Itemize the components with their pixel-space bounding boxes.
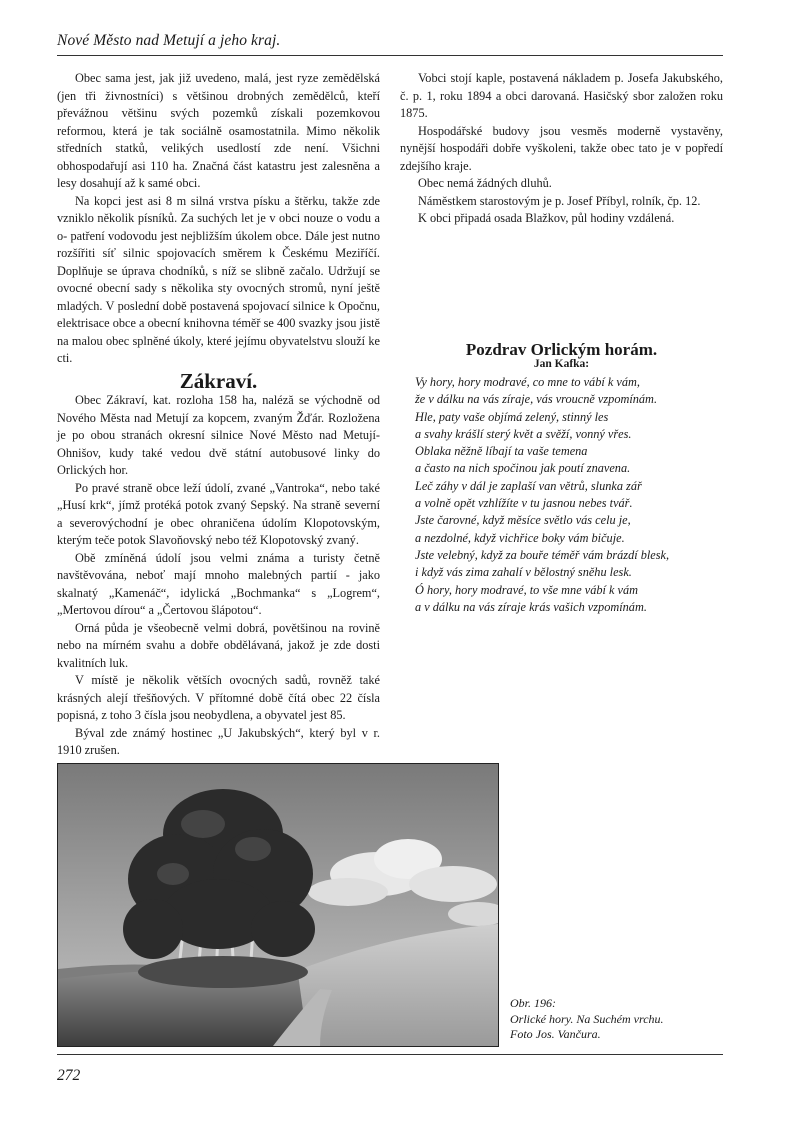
poem-line: Ó hory, hory modravé, to vše mne vábí k vám	[415, 582, 638, 597]
poem-line: Jste velebný, když za bouře téměř vám brázdí blesk,	[415, 547, 670, 562]
poem-line: Leč záhy v dál je zaplaší van větrů, slunka zář	[415, 478, 642, 493]
paragraph: Býval zde známý hostinec „U Jakubských“, který byl v r. 1910 zrušen.	[57, 725, 380, 757]
poem-line: Jste čarovné, když měsíce světlo vás celu je,	[415, 513, 631, 528]
paragraph: K obci připadá osada Blažkov, půl hodiny vzdálená.	[418, 211, 675, 225]
paragraph: Po pravé straně obce leží údolí, zvané „Vantroka“, nebo také „Husí krk“, jímž protéká potok zvaný Sepský. Na straně severní a severovýchodní je obec ohraničena údolím Klopotovským, kterým teče potok Slavoňovský nebo též Klopotovský zvaný.	[57, 480, 380, 547]
paragraph: Obě zmíněná údolí jsou velmi známa a turisty četně navštěvována, neboť mají mnoho malebných partií - jako skalnatý „Kamenáč“, idylická „Bochmanka“ s „Logrem“, „Mertovou dírou“ a „Čertovou šlápotou“.	[57, 550, 380, 617]
paragraph: Obec sama jest, jak již uvedeno, malá, jest ryze zemědělská (jen tři živnostníci) s většinou drobných zemědělců, kteří převážnou většinu svých pozemků získali pozemkovou reformou, která je tak sociálně osamostatnila. Mimo několik středních statků, velikých usedlostí zde není. Všichni obhospodařují asi 110 ha. Značná část katastru jest zalesněna a lesy dosahují až k samé obci.	[57, 71, 380, 190]
poem-line: a svahy krášlí sterý květ a svěží, vonný vřes.	[415, 426, 632, 441]
paragraph: Orná půda je všeobecně velmi dobrá, povětšinou na rovině nebo na mírném svahu a dobře obdělávaná, jakož je zde dosti kvalitních luk.	[57, 620, 380, 670]
poem-line: Vy hory, hory modravé, co mne to vábí k vám,	[415, 375, 640, 389]
section-title: Zákraví.	[179, 369, 258, 393]
poem-line: a nezdolné, když vichřice boky vám bičuje.	[415, 530, 625, 545]
poem-line: Hle, paty vaše objímá zelený, stinný les	[415, 409, 609, 424]
right-column-top	[400, 70, 723, 228]
paragraph: Obec nemá žádných dluhů.	[418, 176, 552, 190]
page-number: 272	[57, 1067, 81, 1084]
poem-line: že v dálku na vás zíraje, vás vroucně vzpomínám.	[415, 392, 658, 407]
poem-line: a často na nich spočinou jak poutí znavena.	[415, 461, 631, 476]
poem-line: i když vás zima zahalí v bělostný sněhu lesk.	[415, 565, 632, 580]
caption-credit: Foto Jos. Vančura.	[510, 1027, 601, 1041]
poem-author: Jan Kafka:	[533, 358, 590, 370]
poem-title: Pozdrav Orlickým horám.	[465, 340, 658, 359]
running-head: Nové Město nad Metují a jeho kraj.	[57, 32, 281, 49]
paragraph: Na kopci jest asi 8 m silná vrstva písku a štěrku, takže zde vzniklo několik písníků. Za suchých let je v obci nouze o vodu a o- patření vodovodu jest nejbližším úkolem obce. Dále jest nutno rozšířiti síť silnic spojovacích směrem k Českému Meziříčí. Doplňuje se úprava chodníků, s níž se slibně začalo. Udržují se ovocné obecní sady s několika sty ovocných stromů, nyní ještě mladých. V poslední době postavená spojovací silnice k Opočnu, elektrisace obce a obecní knihovna téměř se 400 svazky jsou jistě na malou obec splněné úkoly, které jejímu obyvatelstvu slouží ke cti.	[57, 193, 380, 365]
paragraph: V místě je několik větších ovocných sadů, rovněž také krásných alejí třešňových. V přítomné době čítá obec 22 čísla popisná, z toho 3 čísla jsou neobydlena, a obyvatel jest 85.	[57, 673, 380, 722]
left-column-bottom	[57, 392, 380, 760]
paragraph: Obec Zákraví, kat. rozloha 158 ha, naléză se východně od Nového Města nad Metují za kopcem, zvaným Žďár. Rozložena je po obou stranách okresní silnice Nové Město nad Metují-Ohnišov, kudy také vedou dvě státní autobusové linky do Orlických hor.	[57, 393, 380, 477]
poem-line: a v dálku na vás zíraje krás vašich vzpomínám.	[415, 599, 647, 614]
caption-title: Orlické hory. Na Suchém vrchu.	[510, 1011, 664, 1026]
poem-line: Oblaka něžně líbají ta vaše temena	[415, 444, 588, 459]
header-rule	[57, 55, 723, 56]
paragraph: Hospodářské budovy jsou vesměs moderně vystavěny, nynější hospodáři dobře vyškoleni, takže obec tato je v popředí zdejšího kraje.	[400, 123, 723, 173]
left-column-top	[57, 70, 380, 368]
paragraph: Vobci stojí kaple, postavená nákladem p. Josefa Jakubského, č. p. 1, roku 1894 a obci darovaná. Hasičský sbor založen roku 1875.	[400, 71, 723, 120]
footer-rule	[57, 1054, 723, 1055]
photo-caption	[510, 996, 720, 1043]
landscape-photo	[57, 763, 499, 1047]
caption-figure-number: Obr. 196:	[510, 996, 557, 1010]
paragraph: Náměstkem starostovým je p. Josef Příbyl, rolník, čp. 12.	[418, 193, 701, 208]
poem	[415, 374, 715, 616]
poem-line: a volně opět vzhlížíte v tu jasnou nebes tvář.	[415, 496, 633, 511]
